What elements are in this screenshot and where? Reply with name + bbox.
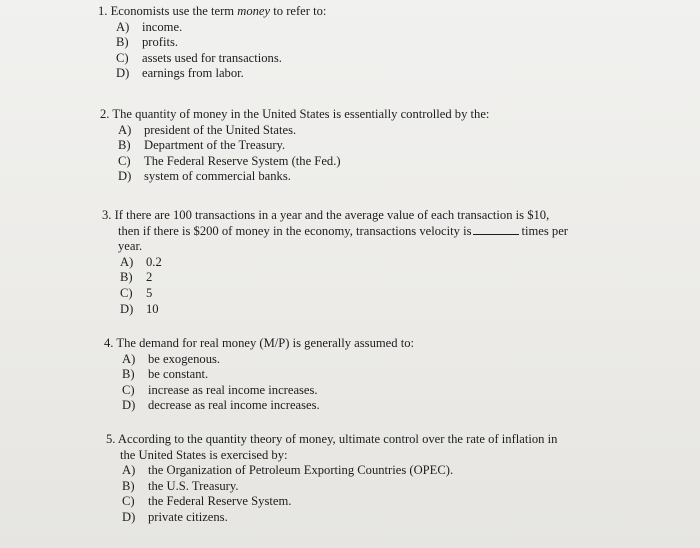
option-c[interactable]: C) The Federal Reserve System (the Fed.)	[118, 153, 341, 168]
option-c[interactable]: C) increase as real income increases.	[122, 382, 318, 397]
question-3	[102, 208, 568, 317]
option-d[interactable]: D) decrease as real income increases.	[122, 398, 320, 413]
option-a[interactable]: A) the Organization of Petroleum Exporting Countries (OPEC).	[122, 463, 454, 478]
question-1-number: 1.	[98, 4, 108, 18]
question-3-options	[120, 255, 568, 317]
option-c[interactable]: C) the Federal Reserve System.	[122, 494, 292, 509]
question-3-stem-line-3: year.	[118, 239, 143, 254]
option-d[interactable]: D) 10	[120, 301, 159, 316]
question-3-stem-line-1: 3. If there are 100 transactions in a year and the average value of each transaction is $10,	[102, 208, 550, 222]
question-4-stem: 4. The demand for real money (M/P) is generally assumed to:	[104, 336, 414, 350]
question-1-options	[116, 20, 326, 82]
question-4	[104, 336, 414, 414]
option-b[interactable]: B) Department of the Treasury.	[118, 138, 286, 153]
option-b[interactable]: B) the U.S. Treasury.	[122, 478, 239, 493]
question-4-options	[122, 352, 414, 414]
question-5-options	[122, 463, 557, 525]
option-d[interactable]: D) private citizens.	[122, 509, 228, 524]
option-d[interactable]: D) earnings from labor.	[116, 66, 244, 81]
option-a[interactable]: A) income.	[116, 19, 183, 34]
question-2	[100, 107, 489, 185]
answer-blank	[473, 224, 519, 235]
option-a[interactable]: A) be exogenous.	[122, 351, 221, 366]
option-c[interactable]: C) assets used for transactions.	[116, 50, 282, 65]
question-5-number: 5.	[106, 432, 116, 446]
option-d[interactable]: D) system of commercial banks.	[118, 169, 291, 184]
question-3-number: 3.	[102, 208, 112, 222]
option-a[interactable]: A) president of the United States.	[118, 122, 297, 137]
option-b[interactable]: B) 2	[120, 270, 153, 285]
question-5	[106, 432, 557, 526]
option-a[interactable]: A) 0.2	[120, 254, 162, 269]
question-1-stem: 1. Economists use the term money to refer to:	[98, 4, 327, 18]
question-5-stem-line-2: the United States is exercised by:	[120, 447, 288, 462]
question-2-stem: 2. The quantity of money in the United States is essentially controlled by the:	[100, 107, 490, 121]
question-3-stem-line-2: then if there is $200 of money in the economy, transactions velocity is times per	[118, 223, 568, 238]
question-4-number: 4.	[104, 336, 114, 350]
question-2-options	[118, 123, 489, 185]
question-2-number: 2.	[100, 107, 110, 121]
question-1	[98, 4, 326, 82]
option-b[interactable]: B) profits.	[116, 35, 179, 50]
option-c[interactable]: C) 5	[120, 285, 153, 300]
option-b[interactable]: B) be constant.	[122, 367, 209, 382]
question-5-stem-line-1: 5. According to the quantity theory of money, ultimate control over the rate of inflation in	[106, 432, 558, 446]
